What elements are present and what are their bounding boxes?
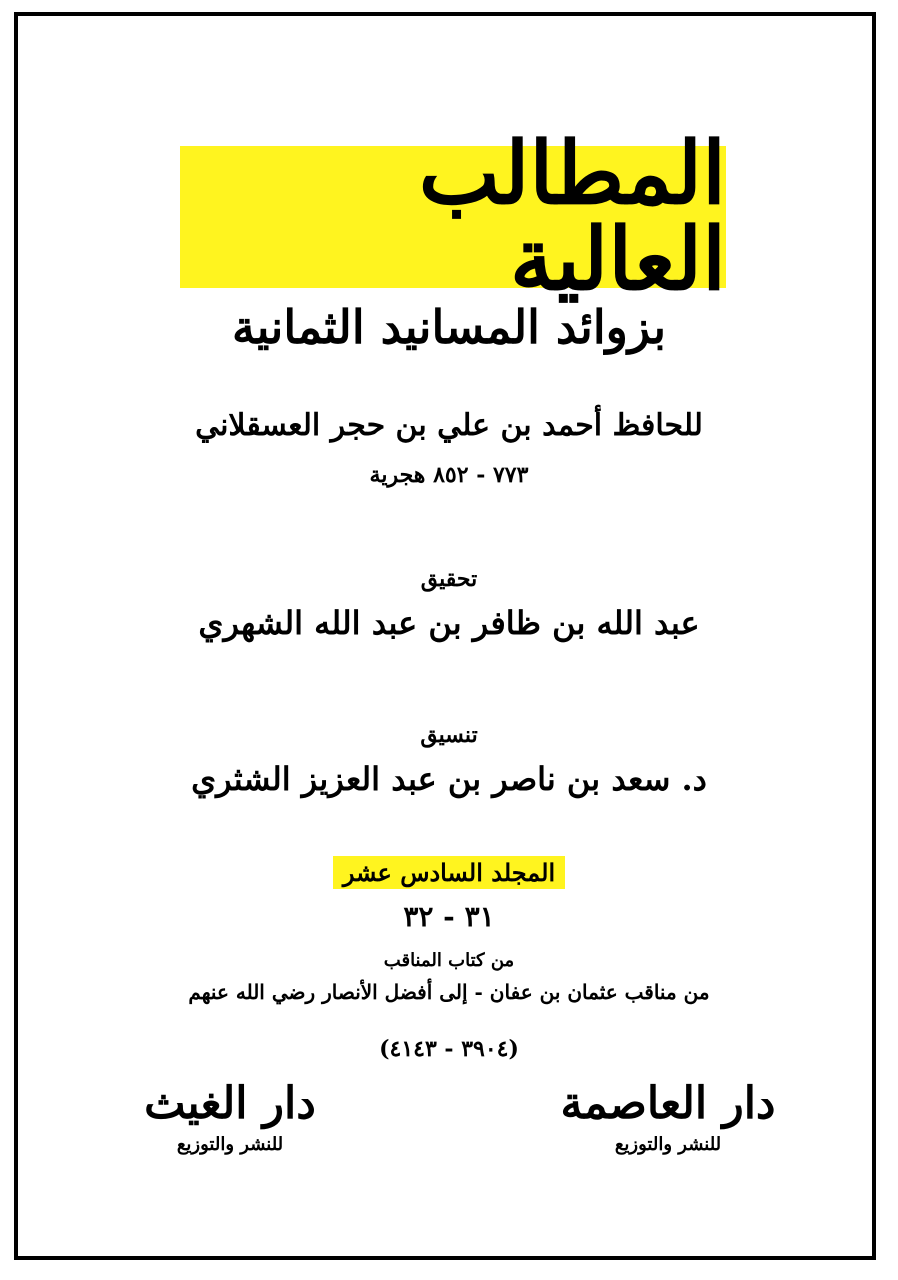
hadith-range: (٣٩٠٤ - ٤١٤٣): [379, 1036, 519, 1062]
publisher-left-sub: للنشر والتوزيع: [176, 1134, 284, 1156]
coordinator-name: د. سعد بن ناصر بن عبد العزيز الشثري: [191, 760, 707, 798]
volume-label: المجلد السادس عشر: [333, 856, 565, 889]
volume-from: من كتاب المناقب: [383, 950, 515, 971]
coordinator-label: تنسيق: [420, 722, 478, 748]
publisher-left: [100, 1080, 360, 1155]
publisher-right: [538, 1080, 798, 1155]
editor-label: تحقيق: [420, 566, 478, 592]
author-line: للحافظ أحمد بن علي بن حجر العسقلاني: [195, 408, 703, 443]
publisher-right-name: دار العاصمة: [560, 1078, 776, 1129]
book-title: المطالب العالية: [418, 123, 726, 310]
publisher-right-sub: للنشر والتوزيع: [614, 1134, 722, 1156]
volume-range: من مناقب عثمان بن عفان - إلى أفضل الأنصار رضي الله عنهم: [188, 980, 710, 1004]
author-dates: ٧٧٣ - ٨٥٢ هجرية: [369, 462, 529, 488]
book-subtitle: بزوائد المسانيد الثمانية: [231, 300, 667, 354]
volume-line: [0, 856, 898, 889]
title-highlight: [180, 123, 726, 310]
volume-numbers: ٣١ - ٣٢: [403, 900, 495, 933]
editor-name: عبد الله بن ظافر بن عبد الله الشهري: [198, 604, 700, 642]
publisher-left-name: دار الغيث: [144, 1078, 316, 1129]
